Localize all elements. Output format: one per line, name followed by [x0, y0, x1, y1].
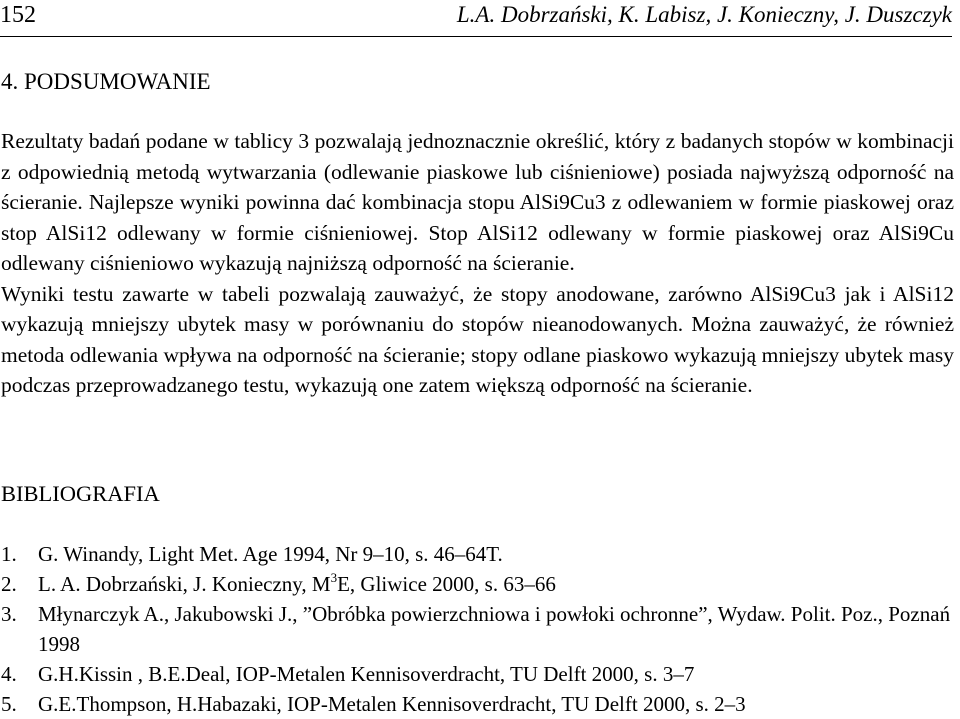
page-header — [0, 0, 952, 37]
bibliography-item-text — [38, 572, 556, 596]
page-number: 152 — [0, 2, 36, 28]
bibliography-item-text: Młynarczyk A., Jakubowski J., ”Obróbka powierzchniowa i powłoki ochronne”, Wydaw. Polit. Poz., Poznań 1998 — [38, 602, 951, 656]
bibliography-item-number: 2. — [1, 572, 17, 596]
section-title: 4. PODSUMOWANIE — [1, 69, 211, 94]
section-body — [1, 126, 954, 401]
bibliography-item-text: G.H.Kissin , B.E.Deal, IOP-Metalen Kennisoverdracht, TU Delft 2000, s. 3–7 — [38, 662, 695, 686]
paragraph: Rezultaty badań podane w tablicy 3 pozwalają jednoznacznie określić, który z badanych stopów w kombinacji z odpowiednią metodą wytwarzania (odlewanie piaskowe lub ciśnieniowe) posiada najwyższą odporność na ścieranie. Najlepsze wyniki powinna dać kombinacja stopu AlSi9Cu3 z odlewaniem w formie piaskowej oraz stop AlSi12 odlewany w formie ciśnieniowej. Stop AlSi12 odlewany w formie piaskowej oraz AlSi9Cu odlewany ciśnieniowo wykazują najniższą odporność na ścieranie. — [1, 129, 954, 275]
bibliography-item — [1, 539, 951, 569]
superscript: 3 — [330, 570, 338, 585]
bibliography-list — [1, 539, 951, 719]
bibliography-item-number: 1. — [1, 542, 17, 566]
bibliography-item — [1, 689, 951, 719]
bibliography-item-text: G.E.Thompson, H.Habazaki, IOP-Metalen Kennisoverdracht, TU Delft 2000, s. 2–3 — [38, 692, 746, 716]
bibliography-item-number: 4. — [1, 662, 17, 686]
bibliography-item — [1, 599, 951, 659]
bibliography-item — [1, 569, 951, 599]
bibliography-item-text-part: E, Gliwice 2000, s. 63–66 — [337, 572, 556, 596]
bibliography-item-number: 5. — [1, 692, 17, 716]
bibliography-item-number: 3. — [1, 602, 17, 626]
bibliography-title: BIBLIOGRAFIA — [1, 481, 160, 506]
running-head-authors: L.A. Dobrzański, K. Labisz, J. Konieczny, J. Duszczyk — [456, 2, 952, 27]
bibliography-item — [1, 659, 951, 689]
bibliography-item-text: G. Winandy, Light Met. Age 1994, Nr 9–10, s. 46–64T. — [38, 542, 503, 566]
bibliography-item-text-part: L. A. Dobrzański, J. Konieczny, M — [38, 572, 331, 596]
paragraph: Wyniki testu zawarte w tabeli pozwalają zauważyć, że stopy anodowane, zarówno AlSi9Cu3 jak i AlSi12 wykazują mniejszy ubytek masy w porównaniu do stopów nieanodowanych. Można zauważyć, że również metoda odlewania wpływa na odporność na ścieranie; stopy odlane piaskowo wykazują mniejszy ubytek masy podczas przeprowadzanego testu, wykazują one zatem większą odporność na ścieranie. — [1, 281, 954, 397]
